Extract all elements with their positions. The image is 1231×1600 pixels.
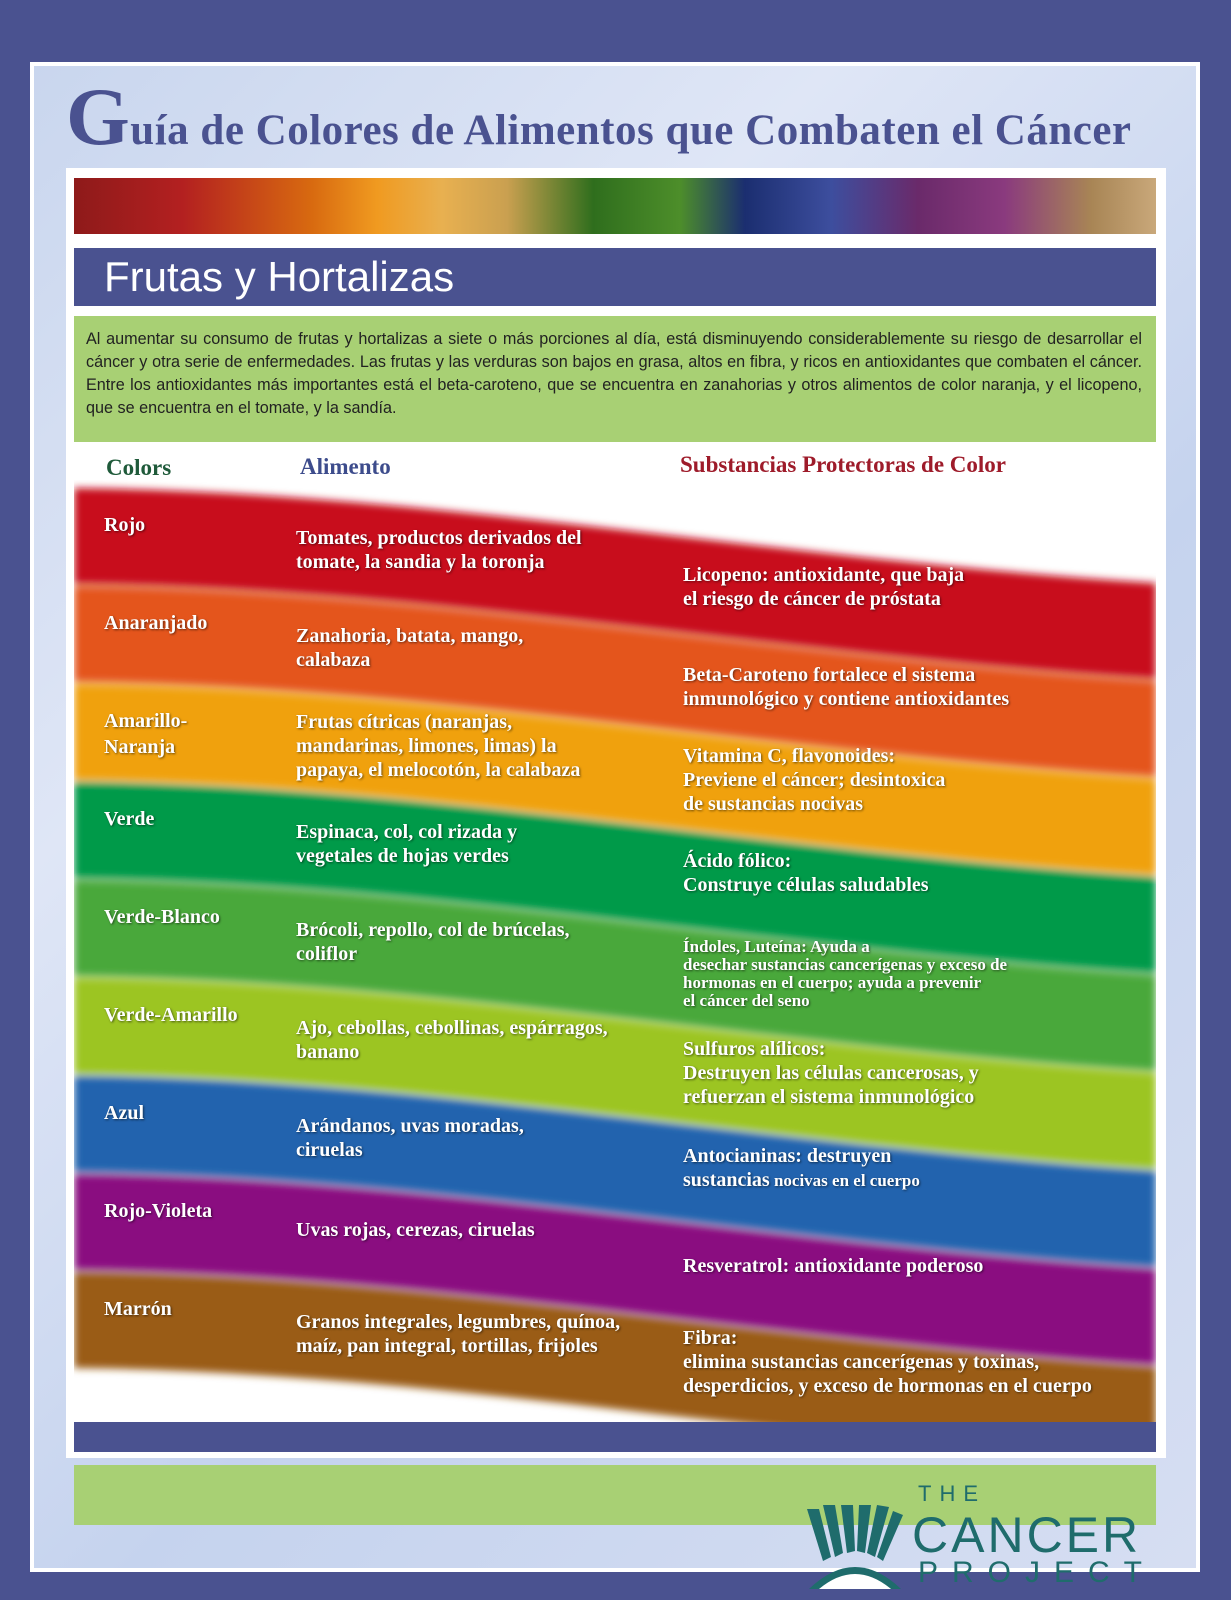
function-text: Vitamina C, flavonoides: Previene el cáncer; desintoxica de sustancias nocivas	[683, 745, 946, 815]
color-label: Azul	[104, 1102, 144, 1124]
food-text: Tomates, productos derivados del tomate, la sandia y la toronja	[296, 527, 582, 573]
function-text: Fibra: elimina sustancias cancerígenas y toxinas, desperdicios, y exceso de hormonas en el cuerpo	[683, 1327, 1092, 1397]
column-header-functions-line1: Substancias Protectoras de Color	[680, 452, 1007, 477]
food-text: Frutas cítricas (naranjas, mandarinas, limones, limas) la papaya, el melocotón, la calabaza	[296, 711, 581, 781]
color-label: Amarillo- Naranja	[104, 710, 188, 758]
color-label: Verde-Blanco	[104, 906, 220, 928]
color-label: Verde-Amarillo	[104, 1004, 238, 1026]
color-label: Verde	[104, 808, 155, 830]
function-text: Índoles, Luteína: Ayuda a desechar sustancias cancerígenas y exceso de hormonas en el cuerpo; ayuda a prevenir el cáncer del seno	[683, 937, 1008, 1010]
function-text: Resveratrol: antioxidante poderoso	[683, 1255, 984, 1277]
column-header-food: Alimento	[300, 454, 391, 479]
food-text: Espinaca, col, col rizada y vegetales de hojas verdes	[296, 821, 518, 867]
food-photo-banner	[74, 178, 1156, 234]
logo-text-project: PROJECT	[918, 1556, 1157, 1589]
function-text: Sulfuros alílicos: Destruyen las células cancerosas, y refuerzan el sistema inmunológico	[683, 1038, 979, 1108]
food-text: Uvas rojas, cerezas, ciruelas	[296, 1219, 535, 1241]
cancer-project-logo-icon	[805, 1505, 905, 1589]
color-label: Rojo	[104, 514, 146, 536]
food-text: Arándanos, uvas moradas, ciruelas	[296, 1115, 524, 1161]
function-text: Antocianinas: destruyen sustancias nocivas en el cuerpo	[683, 1145, 920, 1191]
function-text: Ácido fólico: Construye células saludables	[683, 850, 929, 896]
color-label: Anaranjado	[104, 612, 208, 634]
food-text: Granos integrales, legumbres, quínoa, maíz, pan integral, tortillas, frijoles	[296, 1311, 621, 1357]
logo-text-cancer: CANCER	[912, 1507, 1142, 1563]
logo-text-the: THE	[918, 1481, 986, 1506]
food-text: Ajo, cebollas, cebollinas, espárragos, banano	[296, 1017, 608, 1063]
food-text: Zanahoria, batata, mango, calabaza	[296, 625, 524, 671]
function-text: Licopeno: antioxidante, que baja el riesgo de cáncer de próstata	[683, 564, 965, 610]
color-label: Marrón	[104, 1298, 172, 1320]
food-text: Brócoli, repollo, col de brúcelas, coliflor	[296, 919, 570, 965]
title-rest: uía de Colores de Alimentos que Combaten el Cáncer	[130, 107, 1132, 154]
function-text: Beta-Caroteno fortalece el sistema inmunológico y contiene antioxidantes	[683, 664, 1010, 710]
column-header-colors: Colors	[106, 455, 172, 480]
title-initial: G	[66, 71, 131, 162]
page-title	[66, 71, 1166, 162]
section-heading: Frutas y Hortalizas	[74, 248, 1156, 306]
bottom-bar	[74, 1422, 1156, 1452]
intro-paragraph: Al aumentar su consumo de frutas y hortalizas a siete o más porciones al día, está disminuyendo considerablemente su riesgo de desarrollar el cáncer y otra serie de enfermedades. Las frutas y las verduras son bajos en grasa, altos en fibra, y ricos en antioxidantes que combaten el cáncer. Entre los antioxidantes más importantes está el beta-caroteno, que se encuentra en zanahorias y otros alimentos de color naranja, y el licopeno, que se encuentra en el tomate, y la sandía.	[74, 316, 1156, 442]
color-label: Rojo-Violeta	[104, 1200, 213, 1222]
